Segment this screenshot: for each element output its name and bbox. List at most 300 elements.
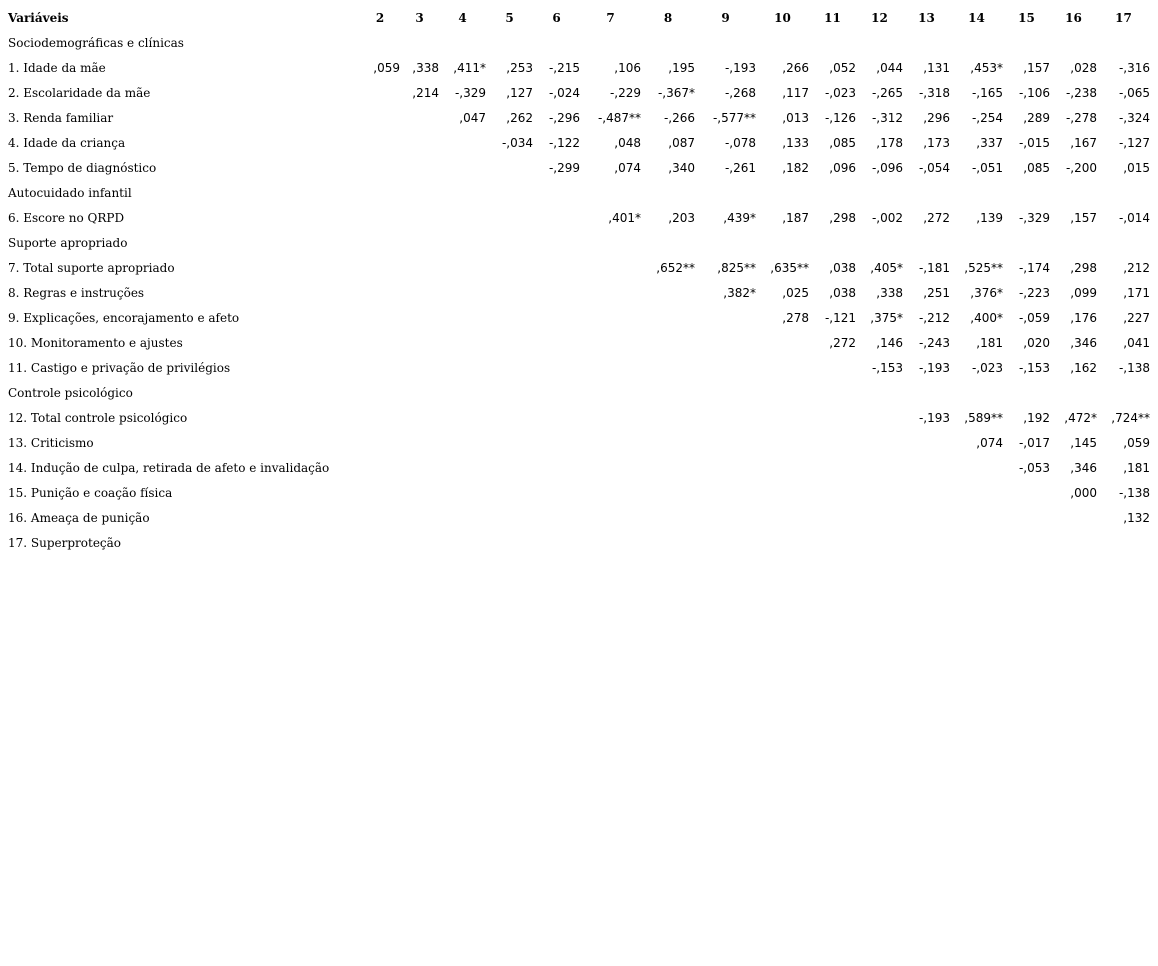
correlation-cell [695,305,756,330]
empty-cell [439,380,486,405]
empty-cell [695,230,756,255]
correlation-cell [360,155,400,180]
correlation-cell: -,165 [971,85,1003,100]
table-row [8,205,1150,230]
correlation-cell: ,203 [668,210,695,225]
correlation-cell [641,505,695,530]
correlation-cell [1003,505,1050,530]
correlation-cell [756,330,809,355]
empty-cell [809,230,856,255]
header-column-7: 7 [606,10,615,25]
correlation-cell [400,255,439,280]
correlation-cell: ,181 [976,335,1003,350]
variable-label: 12. Total controle psicológico [8,410,188,425]
correlation-cell: ,825** [717,260,756,275]
correlation-cell [486,505,533,530]
correlation-cell [486,205,533,230]
header-column-12: 12 [871,10,888,25]
variable-label: 15. Punição e coação física [8,485,173,500]
table-row [8,330,1150,355]
empty-cell [439,230,486,255]
correlation-cell: -,487** [597,110,641,125]
correlation-cell: -,299 [548,160,580,175]
correlation-cell: -,014 [1118,210,1150,225]
correlation-cell [641,455,695,480]
correlation-cell [400,155,439,180]
empty-cell [641,180,695,205]
empty-cell [641,230,695,255]
empty-cell [486,180,533,205]
correlation-cell: ,020 [1023,335,1050,350]
correlation-cell [856,480,903,505]
correlation-cell: ,157 [1070,210,1097,225]
correlation-cell: ,278 [782,310,809,325]
header-variables: Variáveis [8,10,69,25]
correlation-cell [1050,505,1097,530]
correlation-cell: -,126 [824,110,856,125]
correlation-cell: -,053 [1018,460,1050,475]
correlation-cell: -,296 [548,110,580,125]
correlation-cell: -,268 [724,85,756,100]
empty-cell [756,30,809,55]
correlation-cell [439,455,486,480]
variable-label: 13. Criticismo [8,435,94,450]
correlation-cell: -,254 [971,110,1003,125]
empty-cell [360,30,400,55]
correlation-cell: ,401* [608,210,641,225]
empty-cell [1003,380,1050,405]
correlation-cell: ,096 [829,160,856,175]
correlation-cell [756,455,809,480]
table-row [8,530,1150,555]
correlation-cell: ,117 [782,85,809,100]
empty-cell [1097,230,1150,255]
correlation-cell [580,355,641,380]
correlation-cell: -,193 [724,60,756,75]
empty-cell [400,180,439,205]
correlation-cell [756,505,809,530]
empty-cell [950,180,1003,205]
empty-cell [856,180,903,205]
section-label: Controle psicológico [8,385,133,400]
correlation-cell [439,280,486,305]
correlation-cell: -,324 [1118,110,1150,125]
correlation-cell [360,480,400,505]
table-row [8,455,1150,480]
correlation-cell [950,530,1003,555]
correlation-cell [486,255,533,280]
table-row [8,505,1150,530]
empty-cell [809,380,856,405]
correlation-cell [360,255,400,280]
correlation-cell: ,041 [1123,335,1150,350]
correlation-cell: ,227 [1123,310,1150,325]
empty-cell [1003,30,1050,55]
correlation-cell: -,023 [824,85,856,100]
correlation-cell: -,138 [1118,485,1150,500]
correlation-cell [400,330,439,355]
correlation-cell: ,296 [923,110,950,125]
correlation-cell [641,330,695,355]
empty-cell [400,30,439,55]
variable-label: 10. Monitoramento e ajustes [8,335,183,350]
correlation-cell [533,255,580,280]
correlation-cell: ,139 [976,210,1003,225]
empty-cell [903,30,950,55]
correlation-cell: -,318 [918,85,950,100]
correlation-cell: ,298 [829,210,856,225]
empty-cell [1097,380,1150,405]
correlation-cell [756,480,809,505]
correlation-cell [641,405,695,430]
correlation-cell: ,439* [723,210,756,225]
correlation-cell: ,262 [506,110,533,125]
correlation-cell: -,278 [1065,110,1097,125]
correlation-cell: -,002 [871,210,903,225]
variable-label: 14. Indução de culpa, retirada de afeto e invalidação [8,460,330,475]
correlation-cell [533,330,580,355]
header-column-15: 15 [1018,10,1035,25]
correlation-cell [533,480,580,505]
correlation-cell [400,130,439,155]
empty-cell [360,230,400,255]
correlation-cell: ,015 [1123,160,1150,175]
table-row [8,405,1150,430]
correlation-cell [641,355,695,380]
correlation-cell [360,130,400,155]
correlation-cell [533,405,580,430]
correlation-cell [695,505,756,530]
empty-cell [756,180,809,205]
empty-cell [486,30,533,55]
correlation-cell: ,133 [782,135,809,150]
empty-cell [533,380,580,405]
correlation-cell: ,272 [923,210,950,225]
empty-cell [856,230,903,255]
correlation-cell: ,047 [459,110,486,125]
empty-cell [903,230,950,255]
correlation-cell: ,375* [870,310,903,325]
header-row [8,5,1150,30]
empty-cell [580,180,641,205]
table-row [8,480,1150,505]
correlation-cell: -,024 [548,85,580,100]
correlation-cell: -,153 [871,360,903,375]
correlation-cell: -,059 [1018,310,1050,325]
empty-cell [1097,30,1150,55]
correlation-cell [856,530,903,555]
correlation-cell: ,405* [870,260,903,275]
variable-label: 7. Total suporte apropriado [8,260,175,275]
empty-cell [756,380,809,405]
header-column-8: 8 [663,10,673,25]
correlation-cell [360,455,400,480]
correlation-cell [1003,530,1050,555]
empty-cell [360,380,400,405]
section-row [8,380,1150,405]
correlation-cell: ,376* [970,285,1003,300]
correlation-cell: ,400* [970,310,1003,325]
correlation-cell [809,405,856,430]
correlation-cell: ,195 [668,60,695,75]
correlation-cell [756,355,809,380]
empty-cell [580,380,641,405]
empty-cell [1003,230,1050,255]
correlation-cell: -,200 [1065,160,1097,175]
correlation-cell: ,087 [668,135,695,150]
header-column-9: 9 [721,10,730,25]
correlation-cell: ,127 [506,85,533,100]
correlation-cell: ,652** [656,260,695,275]
correlation-cell [580,430,641,455]
empty-cell [533,180,580,205]
variable-label: 4. Idade da criança [8,135,126,150]
correlation-cell [856,505,903,530]
correlation-cell [641,280,695,305]
correlation-cell [903,530,950,555]
empty-cell [950,380,1003,405]
empty-cell [695,380,756,405]
empty-cell [1050,180,1097,205]
section-label: Suporte apropriado [8,235,128,250]
table-row [8,355,1150,380]
correlation-cell [486,155,533,180]
empty-cell [856,380,903,405]
correlation-cell [486,530,533,555]
table-row [8,105,1150,130]
correlation-cell: ,145 [1070,435,1097,450]
correlation-cell [533,305,580,330]
correlation-cell [400,455,439,480]
correlation-cell: ,106 [614,60,641,75]
correlation-cell [486,355,533,380]
empty-cell [533,30,580,55]
correlation-cell [856,455,903,480]
correlation-cell: ,000 [1070,485,1097,500]
correlation-cell [580,455,641,480]
correlation-cell: ,340 [668,160,695,175]
correlation-cell: ,453* [970,60,1003,75]
correlation-cell: -,054 [918,160,950,175]
correlation-cell [400,105,439,130]
empty-cell [1050,30,1097,55]
correlation-cell [809,430,856,455]
correlation-cell [486,330,533,355]
correlation-cell: ,074 [614,160,641,175]
correlation-cell [641,305,695,330]
empty-cell [695,30,756,55]
correlation-cell: -,223 [1018,285,1050,300]
correlation-cell [809,480,856,505]
correlation-cell [856,405,903,430]
correlation-cell: -,138 [1118,360,1150,375]
correlation-cell [486,430,533,455]
correlation-cell [641,480,695,505]
header-column-14: 14 [968,10,985,25]
correlation-cell [360,405,400,430]
correlation-cell: ,099 [1070,285,1097,300]
correlation-cell: -,265 [871,85,903,100]
correlation-cell [695,405,756,430]
variable-label: 3. Renda familiar [8,110,114,125]
correlation-cell [695,355,756,380]
correlation-cell [580,505,641,530]
correlation-cell: ,181 [1123,460,1150,475]
correlation-cell [533,205,580,230]
correlation-cell [439,405,486,430]
correlation-cell [695,480,756,505]
correlation-cell [486,280,533,305]
correlation-cell: ,131 [923,60,950,75]
correlation-cell [400,505,439,530]
correlation-cell [439,130,486,155]
correlation-cell [360,305,400,330]
correlation-cell: -,051 [971,160,1003,175]
correlation-cell: ,146 [876,335,903,350]
correlation-cell: -,127 [1118,135,1150,150]
correlation-cell: ,028 [1070,60,1097,75]
empty-cell [580,30,641,55]
correlation-cell: -,215 [548,60,580,75]
section-row [8,180,1150,205]
correlation-cell: ,074 [976,435,1003,450]
table-row [8,130,1150,155]
correlation-cell [360,355,400,380]
correlation-cell [580,280,641,305]
table-row [8,155,1150,180]
correlation-cell: ,085 [829,135,856,150]
correlation-cell [486,455,533,480]
empty-cell [856,30,903,55]
correlation-cell: ,298 [1070,260,1097,275]
correlation-cell: -,065 [1118,85,1150,100]
empty-cell [1050,230,1097,255]
correlation-cell [533,430,580,455]
correlation-cell: ,212 [1123,260,1150,275]
correlation-cell [439,480,486,505]
correlation-cell: -,121 [824,310,856,325]
correlation-cell [695,530,756,555]
correlation-cell [580,305,641,330]
correlation-cell: ,038 [829,285,856,300]
correlation-cell: ,052 [829,60,856,75]
correlation-cell [360,105,400,130]
correlation-cell: ,251 [923,285,950,300]
correlation-cell: ,182 [782,160,809,175]
empty-cell [1003,180,1050,205]
correlation-cell: ,059 [1123,435,1150,450]
header-column-17: 17 [1115,10,1132,25]
correlation-cell [360,205,400,230]
correlation-cell [533,530,580,555]
empty-cell [1097,180,1150,205]
correlation-cell [695,455,756,480]
correlation-cell: -,023 [971,360,1003,375]
correlation-cell [1097,530,1150,555]
header-column-11: 11 [824,10,841,25]
correlation-cell [950,455,1003,480]
correlation-cell: ,059 [373,60,400,75]
correlation-cell: ,048 [614,135,641,150]
variable-label: 11. Castigo e privação de privilégios [8,360,231,375]
correlation-cell: -,329 [1018,210,1050,225]
empty-cell [809,180,856,205]
empty-cell [950,230,1003,255]
section-label: Autocuidado infantil [8,185,132,200]
correlation-cell: ,013 [782,110,809,125]
empty-cell [1050,380,1097,405]
table-row [8,280,1150,305]
correlation-cell [580,480,641,505]
table-row [8,55,1150,80]
correlation-cell [400,355,439,380]
correlation-cell: ,289 [1023,110,1050,125]
correlation-cell [360,330,400,355]
empty-cell [756,230,809,255]
correlation-cell [400,480,439,505]
correlation-cell: -,367* [657,85,695,100]
table-body [8,30,1150,555]
correlation-cell [439,505,486,530]
correlation-cell [580,255,641,280]
correlation-cell: ,724** [1111,410,1150,425]
correlation-cell: ,337 [976,135,1003,150]
header-column-4: 4 [458,10,467,25]
correlation-cell: -,174 [1018,260,1050,275]
variable-label: 2. Escolaridade da mãe [8,85,151,100]
correlation-cell: ,167 [1070,135,1097,150]
correlation-cell: -,078 [724,135,756,150]
correlation-cell [533,355,580,380]
correlation-cell [360,530,400,555]
empty-cell [903,180,950,205]
correlation-cell [439,530,486,555]
correlation-cell [695,330,756,355]
correlation-cell [950,480,1003,505]
empty-cell [439,30,486,55]
correlation-cell: ,338 [876,285,903,300]
correlation-cell: ,187 [782,210,809,225]
empty-cell [486,230,533,255]
correlation-cell [641,430,695,455]
correlation-cell: ,346 [1070,335,1097,350]
correlation-cell [533,455,580,480]
header-column-6: 6 [552,10,561,25]
variable-label: 6. Escore no QRPD [8,210,125,225]
empty-cell [580,230,641,255]
correlation-cell: -,181 [918,260,950,275]
correlation-cell [360,280,400,305]
correlation-cell [641,530,695,555]
correlation-cell: ,346 [1070,460,1097,475]
correlation-cell [439,330,486,355]
section-label: Sociodemográficas e clínicas [8,35,184,50]
correlation-cell: ,411* [453,60,486,75]
correlation-cell: ,171 [1123,285,1150,300]
correlation-cell [1050,530,1097,555]
correlation-cell: ,192 [1023,410,1050,425]
correlation-cell: -,316 [1118,60,1150,75]
header-column-3: 3 [415,10,424,25]
correlation-cell [809,355,856,380]
correlation-cell [439,155,486,180]
correlation-cell: ,157 [1023,60,1050,75]
correlation-cell: -,243 [918,335,950,350]
correlation-cell: -,212 [918,310,950,325]
correlation-cell [439,255,486,280]
header-column-13: 13 [918,10,935,25]
correlation-cell [360,505,400,530]
